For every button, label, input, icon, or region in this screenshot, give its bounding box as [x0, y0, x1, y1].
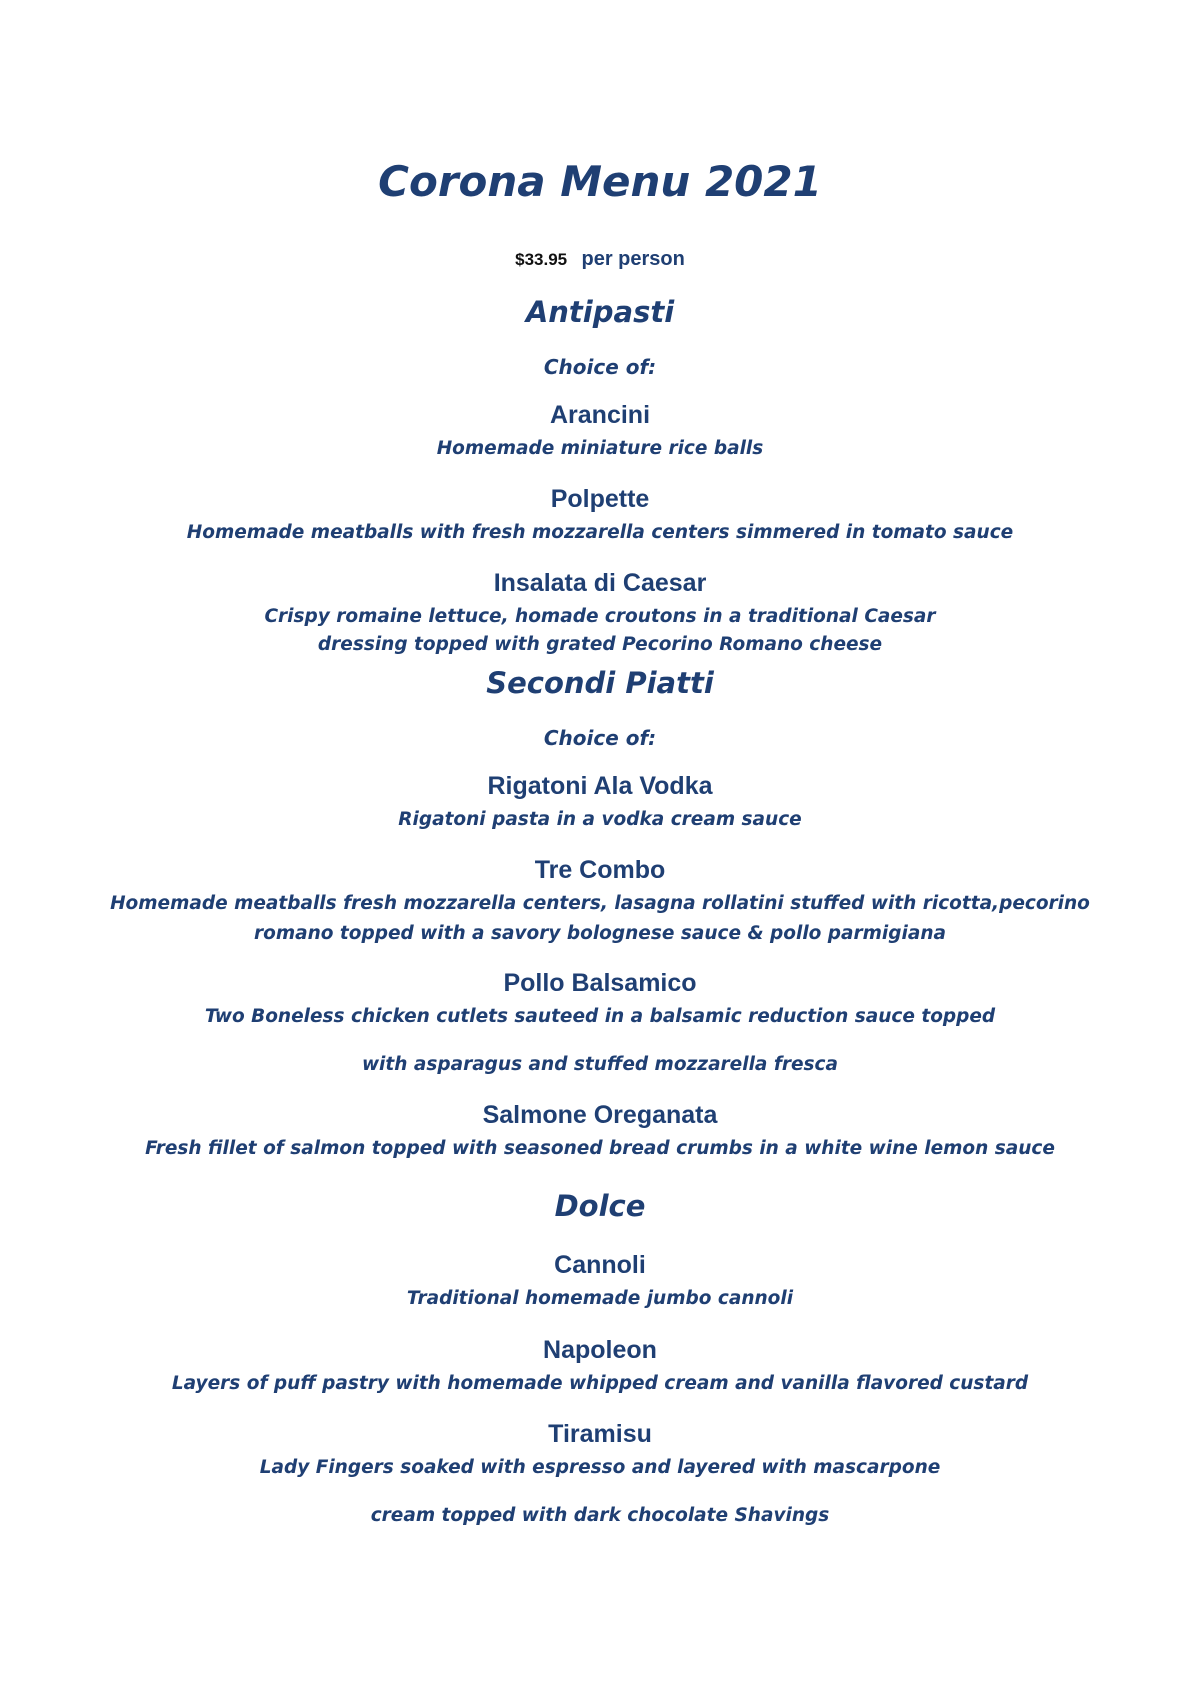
- item-name-tiramisu: Tiramisu: [548, 1420, 652, 1448]
- item-desc-insalata-di-caesar-1: Crispy romaine lettuce, homade croutons in a traditional Caesar: [264, 606, 936, 627]
- item-name-rigatoni-ala-vodka: Rigatoni Ala Vodka: [487, 772, 713, 800]
- menu-title: Corona Menu 2021: [378, 157, 822, 206]
- item-name-salmone-oreganata: Salmone Oreganata: [482, 1101, 718, 1129]
- item-desc-polpette: Homemade meatballs with fresh mozzarella centers simmered in tomato sauce: [186, 522, 1014, 543]
- price-value: $33.95: [515, 250, 568, 269]
- price-unit: per person: [581, 248, 685, 270]
- item-desc-napoleon: Layers of puff pastry with homemade whipped cream and vanilla flavored custard: [171, 1373, 1029, 1394]
- section-choice-secondi-piatti: Choice of:: [543, 726, 657, 750]
- item-desc-pollo-balsamico-1: Two Boneless chicken cutlets sauteed in a balsamic reduction sauce topped: [204, 1006, 996, 1027]
- item-name-arancini: Arancini: [549, 401, 651, 429]
- item-desc-rigatoni-ala-vodka: Rigatoni pasta in a vodka cream sauce: [398, 809, 802, 830]
- item-name-cannoli: Cannoli: [554, 1251, 646, 1279]
- item-name-pollo-balsamico: Pollo Balsamico: [503, 969, 697, 997]
- section-title-antipasti: Antipasti: [525, 295, 675, 329]
- item-desc-tre-combo-1: Homemade meatballs fresh mozzarella centers, lasagna rollatini stuffed with ricotta,pecorino: [110, 893, 1090, 914]
- item-name-napoleon: Napoleon: [543, 1336, 657, 1364]
- item-desc-tiramisu-2: cream topped with dark chocolate Shavings: [370, 1505, 830, 1526]
- item-desc-salmone-oreganata: Fresh fillet of salmon topped with seasoned bread crumbs in a white wine lemon sauce: [145, 1138, 1055, 1159]
- item-name-tre-combo: Tre Combo: [534, 856, 666, 884]
- section-title-secondi-piatti: Secondi Piatti: [486, 666, 714, 700]
- item-desc-insalata-di-caesar-2: dressing topped with grated Pecorino Romano cheese: [317, 634, 883, 655]
- item-name-polpette: Polpette: [550, 485, 650, 513]
- section-choice-antipasti: Choice of:: [543, 355, 657, 379]
- item-desc-cannoli: Traditional homemade jumbo cannoli: [406, 1288, 794, 1309]
- item-name-insalata-di-caesar: Insalata di Caesar: [493, 569, 707, 597]
- price-line: [0, 245, 1200, 273]
- item-desc-tre-combo-2: romano topped with a savory bolognese sauce & pollo parmigiana: [253, 923, 946, 944]
- item-desc-arancini: Homemade miniature rice balls: [436, 438, 764, 459]
- item-desc-pollo-balsamico-2: with asparagus and stuffed mozzarella fresca: [361, 1054, 839, 1075]
- section-title-dolce: Dolce: [554, 1189, 646, 1223]
- item-desc-tiramisu-1: Lady Fingers soaked with espresso and layered with mascarpone: [259, 1457, 941, 1478]
